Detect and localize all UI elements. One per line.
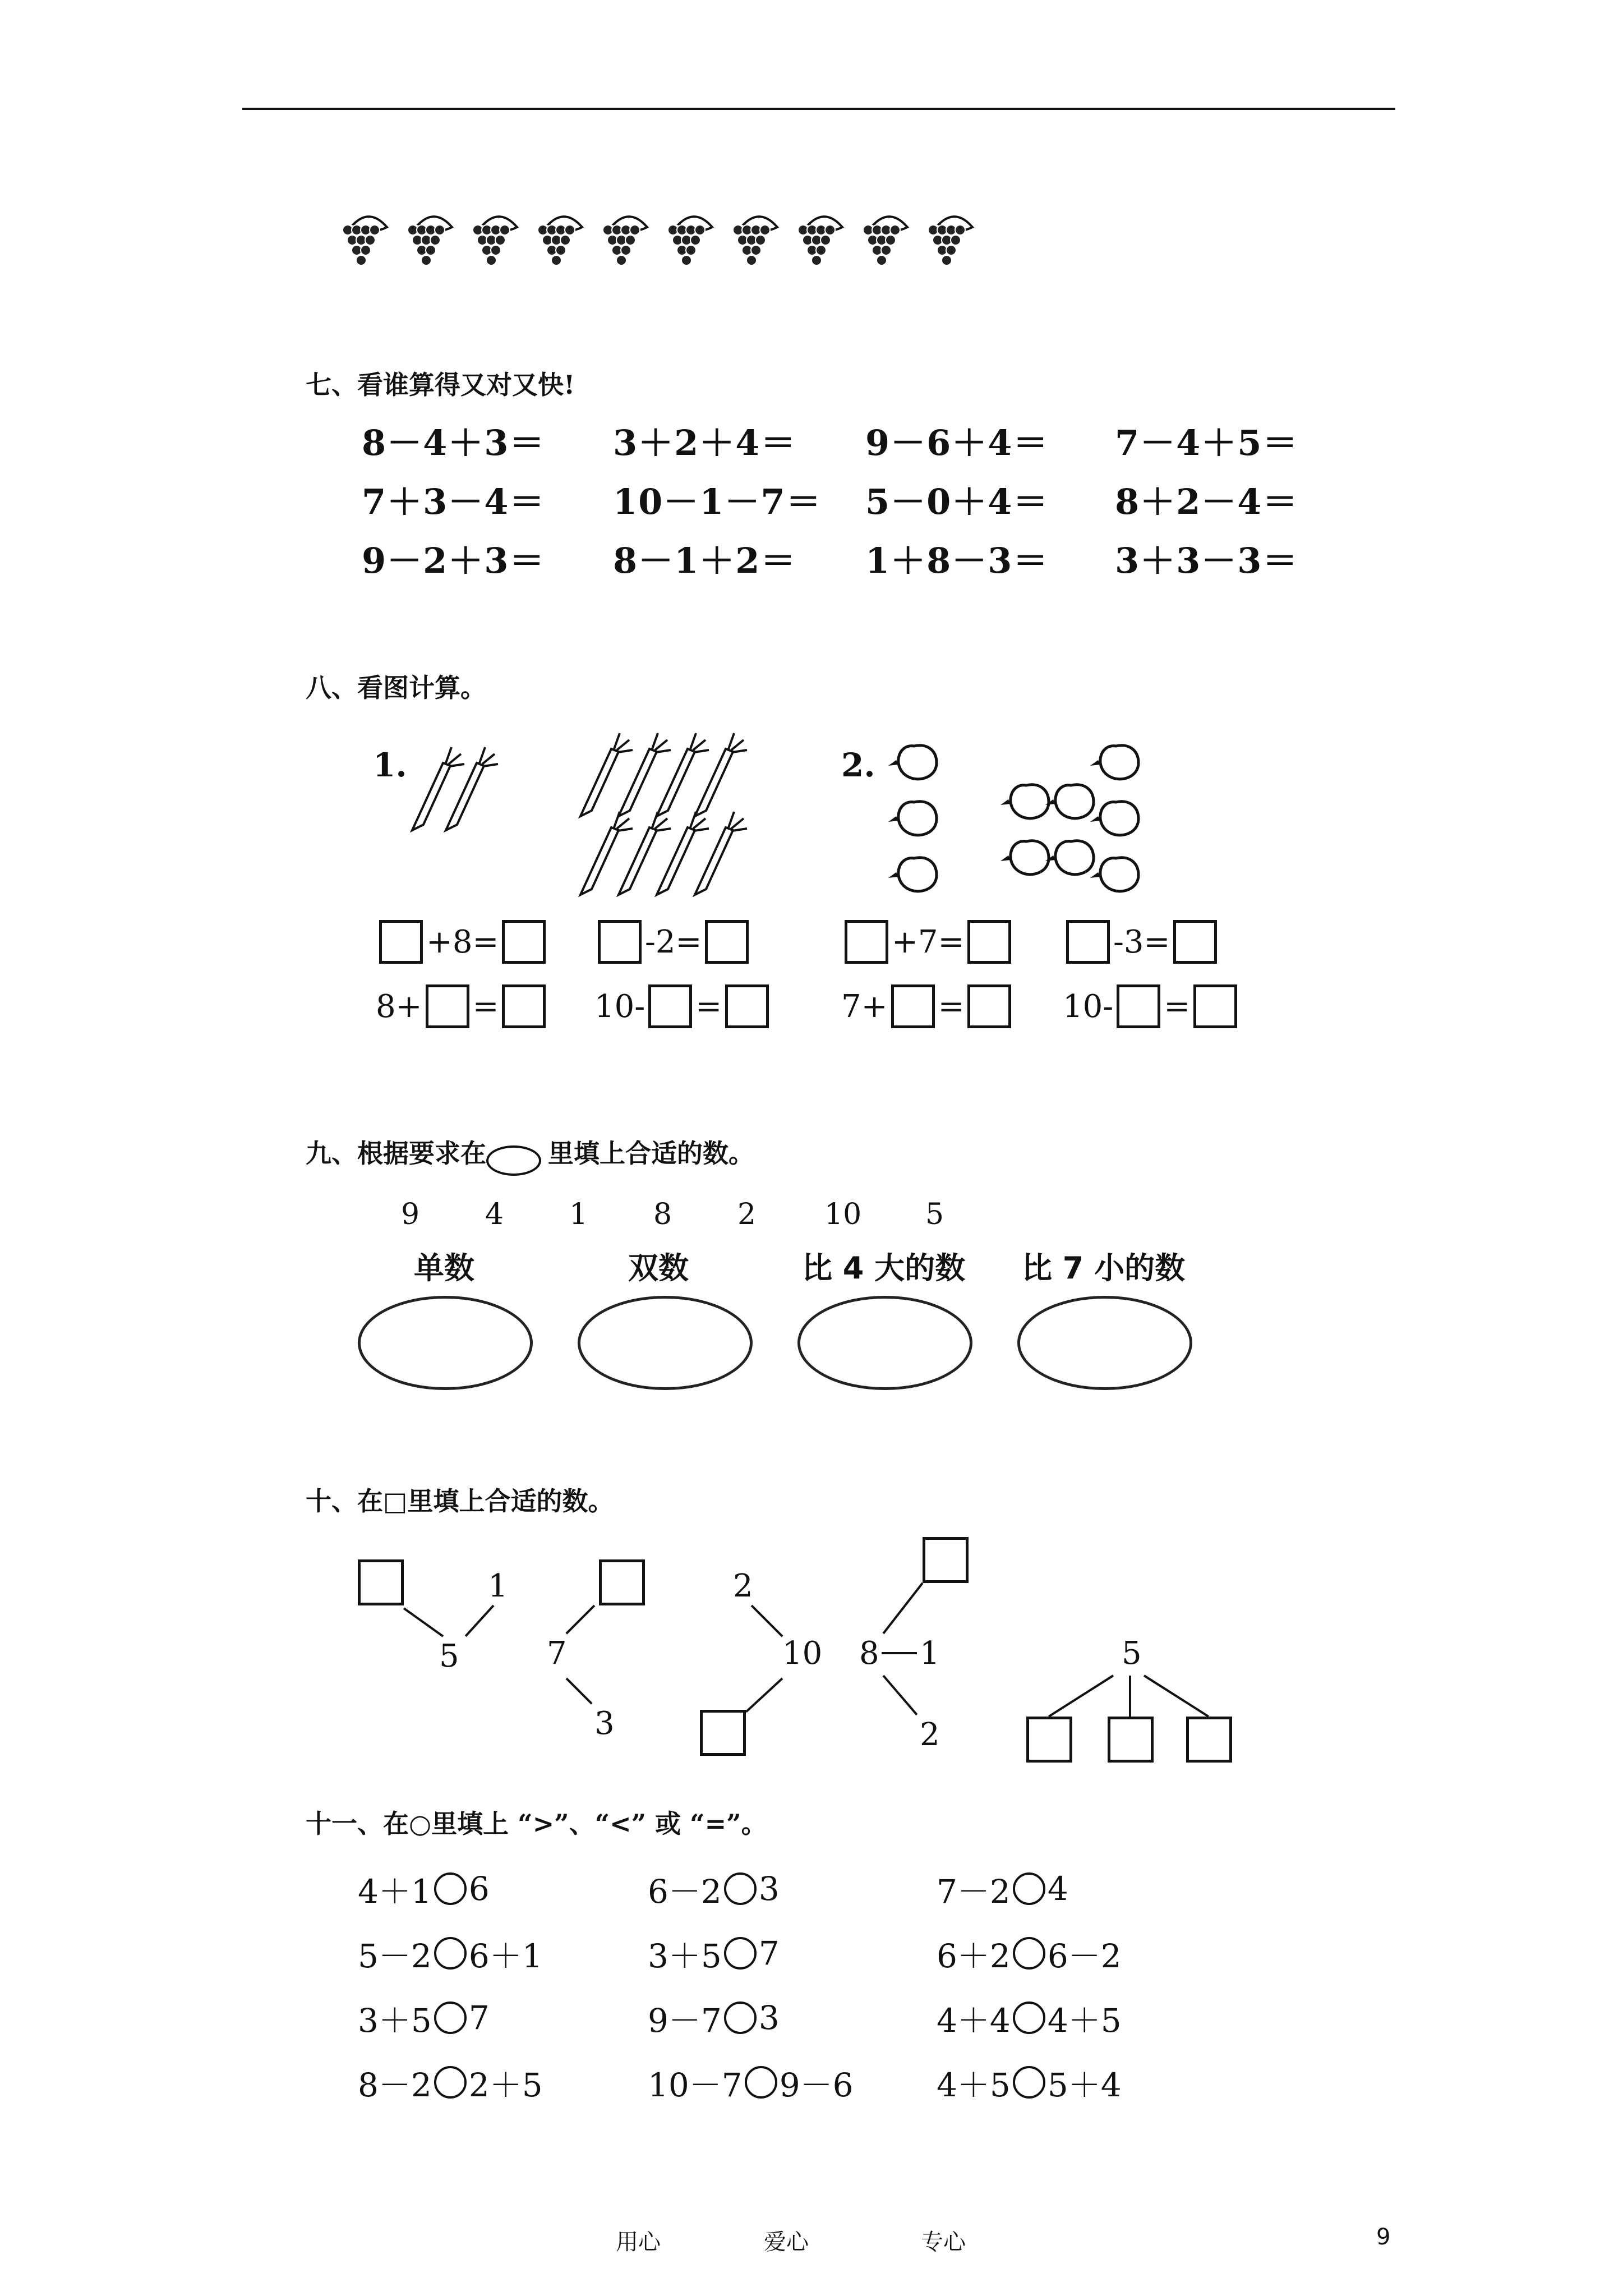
grape-icon <box>928 217 972 265</box>
answer-circle[interactable] <box>745 2066 777 2099</box>
answer-box[interactable] <box>1117 984 1160 1028</box>
peach-icon <box>1090 746 1138 779</box>
problem-1-label: 1. <box>373 746 407 784</box>
answer-box[interactable] <box>700 1710 746 1756</box>
grape-icon <box>603 217 647 265</box>
answer-circle[interactable] <box>434 2066 467 2099</box>
answer-oval-less-than-7[interactable] <box>1017 1296 1192 1390</box>
right-expression: 7 <box>758 1934 780 1972</box>
number-item: 1 <box>569 1198 588 1231</box>
equation: 8－4＋3＝ <box>362 422 546 463</box>
left-expression: 9－7 <box>648 2001 722 2040</box>
comparison-item <box>358 1930 543 1977</box>
number-item: 2 <box>737 1198 757 1231</box>
equation: 5－0＋4＝ <box>865 481 1049 522</box>
equation-operator: = <box>695 988 722 1025</box>
picture-equation <box>841 920 1015 964</box>
peach-icon <box>1045 841 1094 875</box>
equation: 9－2＋3＝ <box>362 540 546 581</box>
left-expression: 8－2 <box>358 2066 432 2104</box>
right-expression: 9－6 <box>779 2066 854 2104</box>
answer-box[interactable] <box>648 984 692 1028</box>
diagram-number: 1 <box>920 1635 940 1672</box>
right-expression: 6 <box>468 1870 490 1908</box>
comparison-item <box>937 2059 1122 2106</box>
grape-icon <box>668 217 712 265</box>
answer-box[interactable] <box>1108 1717 1154 1763</box>
answer-box[interactable] <box>379 920 423 964</box>
comparison-item <box>648 2059 854 2106</box>
answer-circle[interactable] <box>724 2001 757 2034</box>
equation-operator: +7= <box>892 923 965 960</box>
equation: 3＋2＋4＝ <box>613 422 797 463</box>
answer-box[interactable] <box>599 1559 645 1605</box>
answer-oval-greater-than-4[interactable] <box>797 1296 972 1390</box>
category-label: 双数 <box>628 1250 689 1286</box>
number-item: 8 <box>653 1198 672 1231</box>
left-expression: 5－2 <box>358 1937 432 1975</box>
answer-box[interactable] <box>358 1559 404 1605</box>
category-label: 比 7 小的数 <box>1022 1250 1186 1286</box>
answer-box[interactable] <box>845 920 888 964</box>
comparison-item <box>937 1994 1122 2041</box>
equation-prefix: 7+ <box>841 988 888 1025</box>
page-number: 9 <box>1376 2224 1391 2250</box>
picture-area <box>393 729 1290 914</box>
answer-oval-odd[interactable] <box>358 1296 533 1390</box>
equation: 7＋3－4＝ <box>362 481 546 522</box>
answer-box[interactable] <box>967 920 1011 964</box>
equation-operator: = <box>472 988 499 1025</box>
grape-icon <box>798 217 842 265</box>
section11-title: 十一、在○里填上 “>”、“<” 或 “=”。 <box>306 1809 767 1839</box>
peach-icon <box>888 858 937 891</box>
connector-line <box>882 1652 917 1654</box>
section9-title: 九、根据要求在 里填上合适的数。 <box>306 1133 754 1170</box>
answer-circle[interactable] <box>434 1872 467 1905</box>
grape-icon <box>863 217 907 265</box>
footer-item-3: 专心 <box>921 2229 966 2255</box>
number-item: 10 <box>824 1198 862 1231</box>
picture-equation <box>1063 984 1241 1028</box>
right-expression: 6－2 <box>1047 1937 1122 1975</box>
answer-box[interactable] <box>598 920 642 964</box>
equation: 9－6＋4＝ <box>865 422 1049 463</box>
diagram-number: 1 <box>488 1568 508 1604</box>
grape-icon <box>343 217 387 265</box>
comparison-item <box>648 1994 780 2041</box>
equation-operator: = <box>938 988 965 1025</box>
number-item: 9 <box>401 1198 420 1231</box>
equation: 8－1＋2＝ <box>613 540 797 581</box>
equation-prefix: 10- <box>1063 988 1114 1025</box>
right-expression: 5＋4 <box>1047 2066 1122 2104</box>
number-item: 4 <box>485 1198 504 1231</box>
equation-prefix: 10- <box>594 988 645 1025</box>
grape-border-decoration <box>331 202 1004 280</box>
connector-line <box>566 1605 596 1635</box>
left-expression: 4＋5 <box>937 2066 1011 2104</box>
answer-circle[interactable] <box>434 2001 467 2034</box>
diagram-number: 2 <box>733 1568 753 1604</box>
left-expression: 4＋4 <box>937 2001 1011 2040</box>
answer-box[interactable] <box>1026 1717 1072 1763</box>
right-expression: 4＋5 <box>1047 2001 1122 2040</box>
equation: 7－4＋5＝ <box>1115 422 1299 463</box>
equation: 8＋2－4＝ <box>1115 481 1299 522</box>
equation-operator: +8= <box>426 923 499 960</box>
comparison-item <box>648 1930 780 1977</box>
answer-oval-even[interactable] <box>578 1296 753 1390</box>
answer-circle[interactable] <box>434 1937 467 1970</box>
right-expression: 2＋5 <box>468 2066 543 2104</box>
peach-icon <box>1090 858 1138 891</box>
equation-prefix: 8+ <box>376 988 422 1025</box>
answer-circle[interactable] <box>1013 2001 1045 2034</box>
picture-equation <box>376 920 549 964</box>
right-expression: 4 <box>1047 1870 1068 1908</box>
connector-line <box>566 1678 593 1705</box>
header-rule <box>242 108 1395 110</box>
equation-operator: = <box>1164 988 1191 1025</box>
equation-operator: -3= <box>1113 923 1170 960</box>
picture-equation <box>376 984 549 1028</box>
problem-2-label: 2. <box>841 746 875 784</box>
connector-line <box>1144 1674 1209 1717</box>
diagram-number: 5 <box>1122 1635 1142 1672</box>
comparison-item <box>648 1865 780 1912</box>
peach-icon <box>888 746 937 779</box>
answer-box[interactable] <box>891 984 935 1028</box>
connector-line <box>403 1607 444 1637</box>
equation: 3＋3－3＝ <box>1115 540 1299 581</box>
footer-item-1: 用心 <box>616 2229 661 2255</box>
answer-box[interactable] <box>1186 1717 1232 1763</box>
grape-icon <box>473 217 517 265</box>
connector-line <box>882 1675 917 1716</box>
category-label: 单数 <box>414 1250 474 1286</box>
answer-box[interactable] <box>923 1537 969 1583</box>
diagram-number: 10 <box>782 1635 823 1672</box>
answer-circle[interactable] <box>724 1872 757 1905</box>
comparison-item <box>937 1865 1068 1912</box>
answer-circle[interactable] <box>1013 1872 1045 1905</box>
answer-box[interactable] <box>1066 920 1110 964</box>
left-expression: 4＋1 <box>358 1872 432 1911</box>
connector-line <box>465 1605 495 1637</box>
peach-icon <box>1000 841 1049 875</box>
diagram-number: 8 <box>859 1635 879 1672</box>
connector-line <box>751 1605 783 1637</box>
connector-line <box>1129 1676 1131 1717</box>
left-expression: 3＋5 <box>358 2001 432 2040</box>
carrot-icon <box>695 733 747 816</box>
answer-circle[interactable] <box>1013 2066 1045 2099</box>
grape-icon <box>408 217 452 265</box>
diagram-number: 2 <box>920 1717 940 1753</box>
circle-symbol-icon <box>486 1145 541 1176</box>
number-item: 5 <box>925 1198 944 1231</box>
answer-box[interactable] <box>725 984 769 1028</box>
category-label: 比 4 大的数 <box>802 1250 966 1286</box>
answer-circle[interactable] <box>724 1937 757 1970</box>
comparison-item <box>358 1865 490 1912</box>
picture-equation <box>594 984 772 1028</box>
answer-box[interactable] <box>1193 984 1237 1028</box>
equation: 10－1－7＝ <box>613 481 822 522</box>
answer-box[interactable] <box>502 984 546 1028</box>
picture-equation <box>841 984 1015 1028</box>
answer-box[interactable] <box>1173 920 1217 964</box>
carrot-icon <box>695 812 747 895</box>
left-expression: 6＋2 <box>937 1937 1011 1975</box>
peach-icon <box>1000 785 1049 818</box>
footer-item-2: 爱心 <box>764 2229 809 2255</box>
diagram-number: 3 <box>594 1705 615 1742</box>
answer-box[interactable] <box>426 984 469 1028</box>
right-expression: 3 <box>758 1870 780 1908</box>
picture-equation <box>594 920 752 964</box>
left-expression: 6－2 <box>648 1872 722 1911</box>
left-expression: 3＋5 <box>648 1937 722 1975</box>
section10-title: 十、在□里填上合适的数。 <box>306 1486 614 1516</box>
right-expression: 3 <box>758 1999 780 2037</box>
left-expression: 7－2 <box>937 1872 1011 1911</box>
connector-line <box>1048 1674 1114 1717</box>
grape-icon <box>538 217 582 265</box>
comparison-item <box>358 1994 490 2041</box>
diagram-number: 5 <box>439 1638 459 1674</box>
grape-icon <box>733 217 777 265</box>
right-expression: 7 <box>468 1999 490 2037</box>
answer-box[interactable] <box>502 920 546 964</box>
diagram-number: 7 <box>547 1635 567 1672</box>
comparison-item <box>937 1930 1122 1977</box>
connector-line <box>745 1678 783 1713</box>
picture-equation <box>1063 920 1220 964</box>
section8-title: 八、看图计算。 <box>306 673 486 703</box>
answer-circle[interactable] <box>1013 1937 1045 1970</box>
answer-box[interactable] <box>705 920 749 964</box>
connector-line <box>882 1582 923 1634</box>
equation-operator: -2= <box>645 923 702 960</box>
peach-icon <box>1090 802 1138 835</box>
right-expression: 6＋1 <box>468 1937 543 1975</box>
fruit-pictures <box>888 746 1138 891</box>
left-expression: 10－7 <box>648 2066 743 2104</box>
carrot-pictures <box>412 733 747 895</box>
peach-icon <box>888 802 937 835</box>
comparison-item <box>358 2059 543 2106</box>
equation: 1＋8－3＝ <box>865 540 1049 581</box>
peach-icon <box>1045 785 1094 818</box>
answer-box[interactable] <box>967 984 1011 1028</box>
section7-title: 七、看谁算得又对又快! <box>306 370 575 400</box>
